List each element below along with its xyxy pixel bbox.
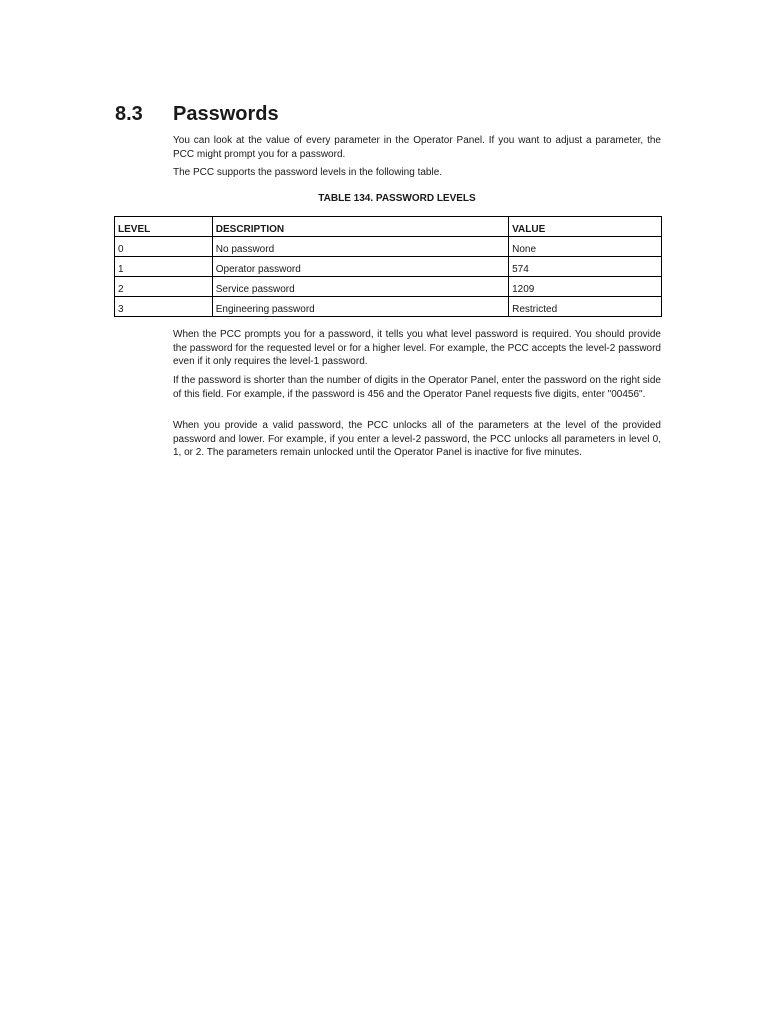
cell-value: None (509, 237, 662, 257)
cell-value: 1209 (509, 277, 662, 297)
cell-level: 2 (115, 277, 213, 297)
table-row (115, 277, 662, 297)
cell-description: Engineering password (212, 297, 508, 317)
header-level: LEVEL (115, 217, 213, 237)
cell-level: 0 (115, 237, 213, 257)
cell-value: Restricted (509, 297, 662, 317)
table-row (115, 257, 662, 277)
cell-description: No password (212, 237, 508, 257)
table-header-row (115, 217, 662, 237)
cell-description: Service password (212, 277, 508, 297)
cell-description: Operator password (212, 257, 508, 277)
supports-paragraph: The PCC supports the password levels in the following table. (173, 167, 443, 178)
password-levels-table (114, 216, 662, 317)
valid-password-paragraph: When you provide a valid password, the PCC unlocks all of the parameters at the level of the provided password and lower. For example, if you enter a level-2 password, the PCC unlocks all parameters in level 0, 1, or 2. The parameters remain unlocked until the Operator Panel is inactive for five minutes. (173, 420, 661, 458)
table-row (115, 237, 662, 257)
header-value: VALUE (509, 217, 662, 237)
cell-level: 1 (115, 257, 213, 277)
header-description: DESCRIPTION (212, 217, 508, 237)
table-row (115, 297, 662, 317)
intro-paragraph: You can look at the value of every parameter in the Operator Panel. If you want to adjust a parameter, the PCC might prompt you for a password. (173, 135, 661, 160)
table-caption: TABLE 134. PASSWORD LEVELS (318, 193, 476, 204)
shorter-password-paragraph: If the password is shorter than the number of digits in the Operator Panel, enter the password on the right side of this field. For example, if the password is 456 and the Operator Panel requests five digits, enter "00456". (173, 375, 661, 400)
prompt-paragraph: When the PCC prompts you for a password, it tells you what level password is required. You should provide the password for the requested level or for a higher level. For example, the PCC accepts the level-2 password even if it only requires the level-1 password. (173, 329, 661, 367)
section-title: Passwords (173, 103, 279, 125)
section-number: 8.3 (115, 103, 143, 125)
cell-value: 574 (509, 257, 662, 277)
cell-level: 3 (115, 297, 213, 317)
